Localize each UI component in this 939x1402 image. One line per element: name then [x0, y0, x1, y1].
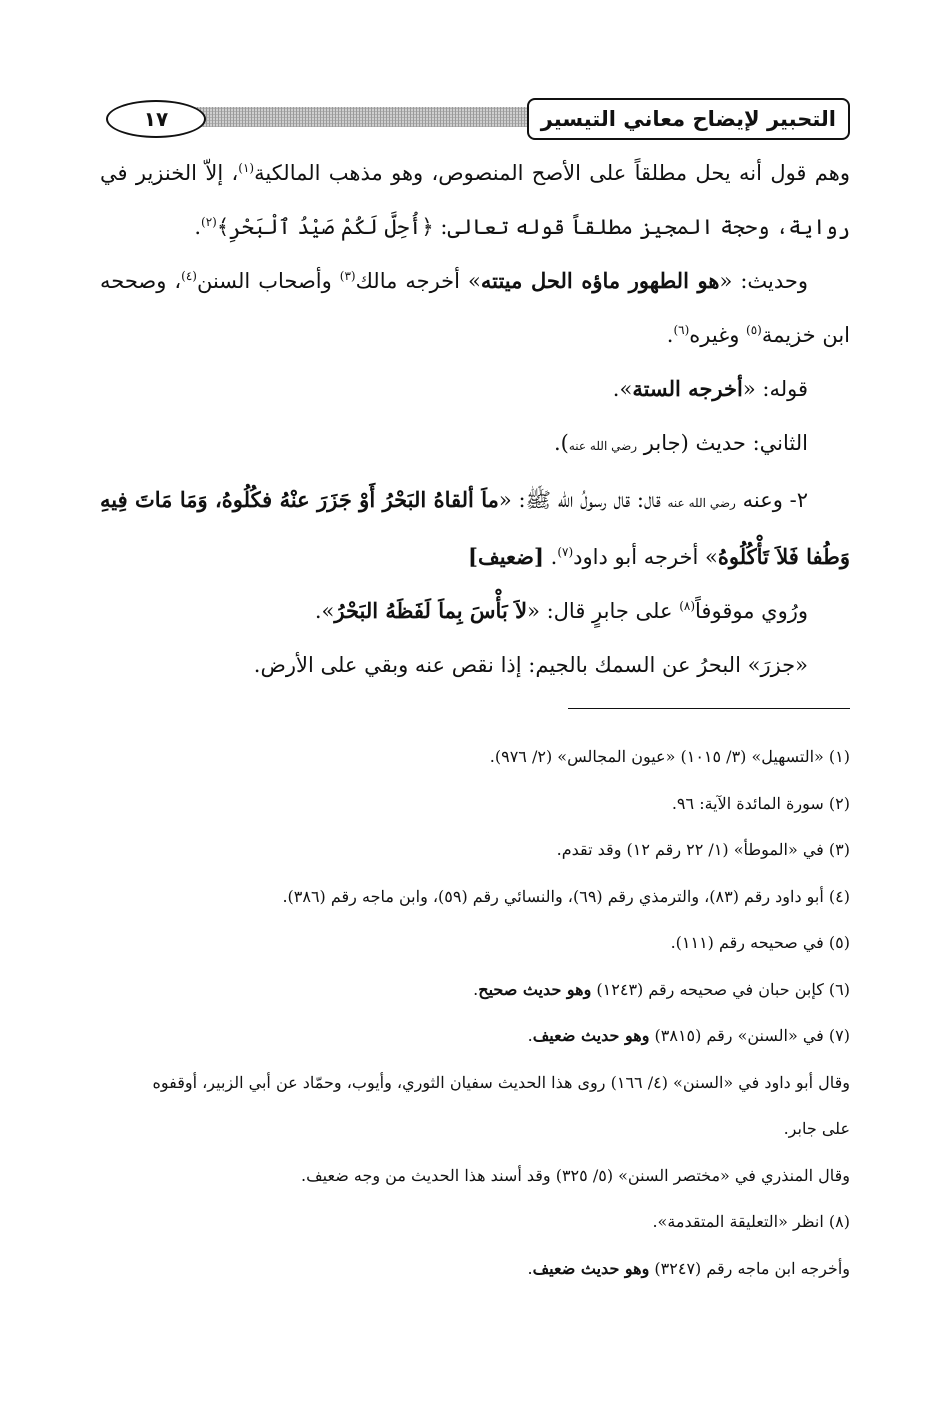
- hadith-grade: [ضعيف]: [468, 544, 544, 569]
- page-number: ١٧: [106, 100, 206, 138]
- footnote-ref: (٥): [746, 323, 762, 337]
- footnote-ref: (٨): [679, 599, 696, 613]
- text-line-4: ابن خزيمة$^{(٥)}$ وغيره$^{(٦)}$.: [666, 323, 850, 347]
- grade-text: وهو حديث ضعيف: [532, 1258, 650, 1278]
- book-title: التحبير لإيضاح معاني التيسير: [527, 98, 850, 140]
- footnote-ref: (٢): [201, 215, 217, 229]
- text-line-1: وهم قول أنه يحل مطلقاً على الأصح المنصوص، وهو مذهب المالكية$^{(١)}$، إلاّ الخنزير في: [100, 161, 850, 185]
- footnote-7-note-2: وقال المنذري في «مختصر السنن» (٥/ ٣٢٥) وقد أسند هذا الحديث من وجه ضعيف.: [301, 1165, 850, 1185]
- footnote-8: (٨) انظر «التعليقة المتقدمة».: [652, 1212, 850, 1231]
- footnote-2: (٢) سورة المائدة الآية: ٩٦.: [671, 793, 850, 813]
- text-line-8: وَطُفا فَلاَ تَأْكُلُوهُ» أخرجه أبو داود$^{(٧)}$. [ضعيف]: [468, 544, 850, 569]
- footnote-ref: (٧): [557, 545, 574, 559]
- footnote-3: (٣) في «الموطأ» (١/ ٢٢ رقم ١٢) وقد تقدم.: [556, 840, 850, 859]
- footnote-ref: (٣): [339, 269, 356, 283]
- text-line-6: الثاني: حديث (جابر رضي الله عنه).: [553, 431, 808, 455]
- footnote-8-note: وأخرجه ابن ماجه رقم (٣٢٤٧) وهو حديث ضعيف.: [527, 1258, 850, 1278]
- text-line-7: ٢- وعنه رضي الله عنه قال: قال رسولُ الله ﷺ: «ماَ ألقاهُ البَحْرُ أَوْ جَزَرَ عنْهُ فكُلُوهُ، وَمَا مَاتَ فِيهِ: [100, 487, 808, 512]
- text-line-9: ورُوي موقوفاً$^{(٨)}$ على جابرٍ قال: «لاَ بَأْسَ بِماَ لَفَظَهُ البَحْرُ».: [314, 598, 808, 623]
- footnotes: [100, 734, 850, 1292]
- text-line-3: وحديث: «هو الطهور ماؤه الحل ميتته» أخرجه مالك$^{(٣)}$ وأصحاب السنن$^{(٤)}$، وصححه: [100, 268, 809, 293]
- footnote-ref: (٦): [673, 323, 690, 337]
- grade-text: وهو حديث صحيح: [478, 979, 592, 999]
- footnote-5: (٥) في صحيحه رقم (١١١).: [670, 933, 850, 952]
- text-line-2: رواية، وحجة المجيز مطلقاً قوله تعالى: ﴿أُحِلَّ لَكُمْ صَيْدُ ٱلْبَحْرِ﴾$^{(٢)}$.: [194, 215, 850, 239]
- footnote-6: (٦) كإبن حبان في صحيحه رقم (١٢٤٣) وهو حديث صحيح.: [473, 979, 850, 999]
- footnote-ref: (١): [238, 161, 255, 175]
- hadith-text: وَطُفا فَلاَ تَأْكُلُوهُ: [717, 544, 850, 569]
- footnote-separator: [568, 708, 850, 709]
- text-line-5: قوله: «أخرجه الستة».: [612, 376, 808, 401]
- running-header: [98, 96, 850, 140]
- footnote-1: (١) «التسهيل» (٣/ ١٠١٥) «عيون المجالس» (٢/ ٩٧٦).: [489, 747, 850, 766]
- main-text: [100, 146, 850, 692]
- footnote-7: (٧) في «السنن» رقم (٣٨١٥) وهو حديث ضعيف.: [527, 1026, 850, 1045]
- footnote-ref: (٤): [181, 269, 197, 283]
- hadith-quote: هو الطهور ماؤه الحل ميتته: [480, 268, 720, 293]
- footnote-7-note-1-cont: على جابر.: [783, 1119, 850, 1138]
- salawat-glyph: ﷺ: [525, 488, 551, 512]
- text-line-10: «جزرَ» البحرُ عن السمك بالجيم: إذا نقص عنه وبقي على الأرض.: [253, 653, 808, 677]
- quoted-phrase: أخرجه الستة: [632, 376, 743, 401]
- honorific-glyph: رضي الله عنه: [667, 496, 736, 510]
- hadith-text: ماَ ألقاهُ البَحْرُ أَوْ جَزَرَ عنْهُ فكُلُوهُ، وَمَا مَاتَ فِيهِ: [100, 487, 499, 512]
- hadith-text: لاَ بَأْسَ بِماَ لَفَظَهُ البَحْرُ: [334, 598, 528, 623]
- grade-text: وهو حديث ضعيف: [532, 1026, 650, 1045]
- footnote-7-note-1: وقال أبو داود في «السنن» (٤/ ١٦٦) روى هذا الحديث سفيان الثوري، وأيوب، وحمّاد عن أبي الزبير، أوقفوه: [152, 1072, 850, 1092]
- footnote-4: (٤) أبو داود رقم (٨٣)، والترمذي رقم (٦٩)، والنسائي رقم (٥٩)، وابن ماجه رقم (٣٨٦).: [282, 886, 850, 906]
- honorific-glyph: رضي الله عنه: [568, 439, 638, 453]
